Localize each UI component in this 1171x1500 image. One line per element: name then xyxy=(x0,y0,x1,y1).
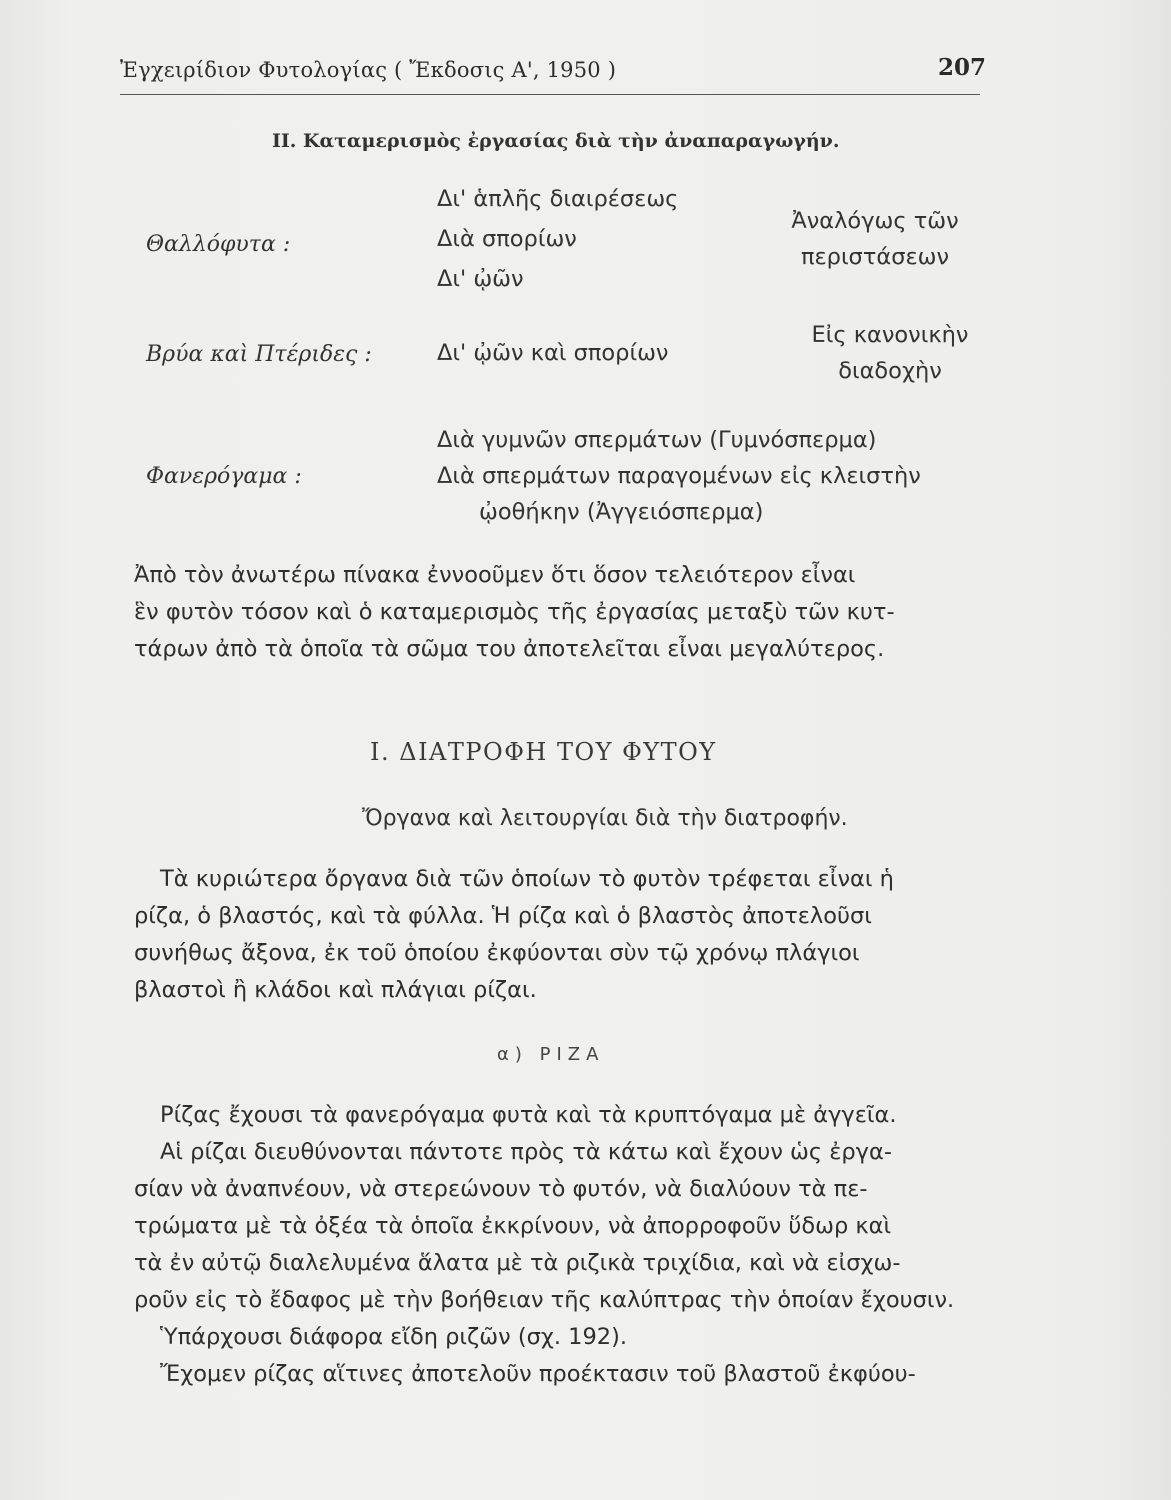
paragraph-line: βλαστοὶ ἢ κλάδοι καὶ πλάγιαι ρίζαι. xyxy=(134,977,537,1003)
paragraph-line: τρώματα μὲ τὰ ὀξέα τὰ ὁποῖα ἐκκρίνουν, νὰ ἀπορροφοῦν ὕδωρ καὶ xyxy=(134,1213,892,1239)
paragraph-line: Αἱ ρίζαι διευθύνονται πάντοτε πρὸς τὰ κάτω καὶ ἔχουν ὡς ἐργα- xyxy=(160,1139,892,1165)
header-rule xyxy=(120,94,980,95)
table-note: περιστάσεων xyxy=(800,244,950,270)
table-method: ᾠοθήκην (Ἀγγειόσπερμα) xyxy=(479,499,764,525)
paragraph-line: Ρίζας ἔχουσι τὰ φανερόγαμα φυτὰ καὶ τὰ κρυπτόγαμα μὲ ἀγγεῖα. xyxy=(160,1102,897,1128)
table-note: Ἀναλόγως τῶν xyxy=(791,208,959,234)
subsection-heading: α) ΡΙΖΑ xyxy=(497,1044,605,1065)
table-note: διαδοχὴν xyxy=(838,358,942,384)
section-ii-title: ΙΙ. Καταμερισμὸς ἐργασίας διὰ τὴν ἀναπαραγωγήν. xyxy=(272,130,840,152)
paragraph-line: ροῦν εἰς τὸ ἔδαφος μὲ τὴν βοήθειαν τῆς καλύπτρας τὴν ὁποίαν ἔχουσιν. xyxy=(134,1287,955,1313)
paragraph-line: τάρων ἀπὸ τὰ ὁποῖα τὰ σῶμα του ἀποτελεῖται εἶναι μεγαλύτερος. xyxy=(134,636,885,662)
paragraph-line: Ἔχομεν ρίζας αἵτινες ἀποτελοῦν προέκτασιν τοῦ βλαστοῦ ἐκφύου- xyxy=(160,1361,916,1387)
page-number: 207 xyxy=(938,54,987,81)
table-method: Δι' ᾠῶν xyxy=(437,266,524,292)
paragraph-line: σίαν νὰ ἀναπνέουν, νὰ στερεώνουν τὸ φυτόν, νὰ διαλύουν τὰ πε- xyxy=(134,1176,868,1202)
running-title: Ἐγχειρίδιον Φυτολογίας ( Ἔκδοσις Α', 1950 ) xyxy=(120,58,617,82)
paragraph-line: ἓν φυτὸν τόσον καὶ ὁ καταμερισμὸς τῆς ἐργασίας μεταξὺ τῶν κυτ- xyxy=(134,599,895,625)
paragraph-line: ρίζα, ὁ βλαστός, καὶ τὰ φύλλα. Ἡ ρίζα καὶ ὁ βλαστὸς ἀποτελοῦσι xyxy=(134,903,872,929)
table-note: Εἰς κανονικὴν xyxy=(811,322,969,348)
paragraph-line: συνήθως ἄξονα, ἐκ τοῦ ὁποίου ἐκφύονται σὺν τῷ χρόνῳ πλάγιοι xyxy=(134,940,860,966)
table-method: Διὰ γυμνῶν σπερμάτων (Γυμνόσπερμα) xyxy=(437,427,877,453)
table-group-bryophyta-pteridophyta: Βρύα καὶ Πτέριδες : xyxy=(146,342,372,367)
chapter-heading: Ι. ΔΙΑΤΡΟΦΗ ΤΟΥ ΦΥΤΟΥ xyxy=(370,738,717,766)
paragraph-line: Τὰ κυριώτερα ὄργανα διὰ τῶν ὁποίων τὸ φυτὸν τρέφεται εἶναι ἡ xyxy=(160,866,894,892)
paragraph-line: τὰ ἐν αὐτῷ διαλελυμένα ἅλατα μὲ τὰ ριζικὰ τριχίδια, καὶ νὰ εἰσχω- xyxy=(134,1250,901,1276)
chapter-subheading: Ὄργανα καὶ λειτουργίαι διὰ τὴν διατροφήν. xyxy=(362,806,848,831)
table-method: Διὰ σπορίων xyxy=(437,226,577,252)
table-group-thallophyta: Θαλλόφυτα : xyxy=(146,232,291,257)
paragraph-line: Ὑπάρχουσι διάφορα εἴδη ριζῶν (σχ. 192). xyxy=(160,1324,628,1350)
table-method: Δι' ᾠῶν καὶ σπορίων xyxy=(437,340,669,366)
paragraph-line: Ἀπὸ τὸν ἀνωτέρω πίνακα ἐννοοῦμεν ὅτι ὅσον τελειότερον εἶναι xyxy=(134,562,856,588)
table-method: Δι' ἁπλῆς διαιρέσεως xyxy=(437,186,679,212)
table-method: Διὰ σπερμάτων παραγομένων εἰς κλειστὴν xyxy=(437,463,921,489)
table-group-phanerogama: Φανερόγαμα : xyxy=(146,464,302,489)
